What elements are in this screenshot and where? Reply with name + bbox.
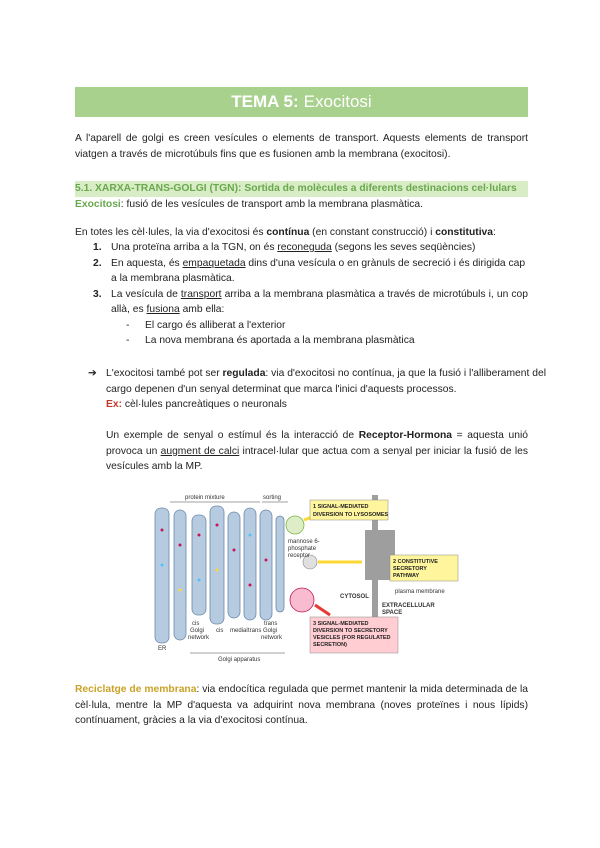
sub-list-item: - El cargo és alliberat a l'exterior xyxy=(126,319,286,331)
svg-text:plasma membrane: plasma membrane xyxy=(395,589,445,595)
title-bold: TEMA 5: xyxy=(231,92,299,112)
svg-text:phosphate: phosphate xyxy=(288,546,317,552)
title-rest: Exocitosi xyxy=(303,92,372,112)
arrow-icon: ➔ xyxy=(88,368,97,379)
signal-paragraph: Un exemple de senyal o estímul és la interacció de Receptor-Hormona = aquesta unió provoca un augment de calci intracel·lular que actua com a senyal per iniciar la fusió de les vesícules amb la MP. xyxy=(106,430,528,472)
svg-text:3 SIGNAL-MEDIATED: 3 SIGNAL-MEDIATED xyxy=(313,621,369,627)
svg-text:trans: trans xyxy=(264,621,278,627)
golgi-sorting-diagram xyxy=(150,490,480,665)
section-block xyxy=(75,181,528,212)
svg-text:2 CONSTITUTIVE: 2 CONSTITUTIVE xyxy=(393,559,438,565)
label-sorting: sorting xyxy=(263,495,282,501)
title-banner xyxy=(75,87,528,117)
svg-text:SPACE: SPACE xyxy=(382,610,403,616)
svg-text:DIVERSION TO SECRETORY: DIVERSION TO SECRETORY xyxy=(313,628,388,634)
recycling-term: Reciclatge de membrana xyxy=(75,684,197,695)
exocytosis-text: : fusió de les vesícules de transport amb la membrana plasmàtica. xyxy=(120,198,423,210)
svg-text:SECRETORY: SECRETORY xyxy=(393,566,427,572)
svg-text:ER: ER xyxy=(158,646,167,652)
svg-text:cis: cis xyxy=(216,628,224,634)
svg-text:cis: cis xyxy=(192,621,200,627)
svg-text:medial: medial xyxy=(230,628,248,634)
svg-text:VESICLES (FOR REGULATED: VESICLES (FOR REGULATED xyxy=(313,635,391,641)
lysosome-vesicle xyxy=(286,516,304,534)
regulated-paragraph: ➔ L'exocitosi també pot ser regulada: via d'exocitosi no contínua, ja que la fusió i l'alliberament del cargo depenen d'un senyal determinat que marca l'inici d'aquests processos. Ex: cèl·lules pancreàtiques o neuronals xyxy=(88,368,546,410)
svg-text:EXTRACELLULAR: EXTRACELLULAR xyxy=(382,603,435,609)
svg-text:PATHWAY: PATHWAY xyxy=(393,573,420,579)
svg-text:receptor: receptor xyxy=(288,553,311,559)
example-label: Ex: xyxy=(106,399,123,410)
svg-text:Golgi: Golgi xyxy=(190,628,205,634)
list-item: 1. Una proteïna arriba a la TGN, on és reconeguda (segons les seves seqüències) xyxy=(93,242,476,253)
exocytosis-term: Exocitosi xyxy=(75,198,121,210)
svg-text:network: network xyxy=(188,635,210,641)
label-protein-mixture: protein mixture xyxy=(185,495,225,501)
cells-paragraph: En totes les cèl·lules, la via d'exocitosi és contínua (en constant construcció) i constitutiva: xyxy=(75,227,496,238)
svg-text:trans: trans xyxy=(248,628,262,634)
section-heading: 5.1. XARXA-TRANS-GOLGI (TGN): Sortida de molècules a diferents destinacions cel·lulars xyxy=(75,181,528,197)
list-item: 2. En aquesta, és empaquetada dins d'una vesícula o en grànuls de secreció i és dirigida cap a la membrana plasmàtica. xyxy=(93,257,526,284)
svg-text:mannose 6-: mannose 6- xyxy=(288,539,320,545)
secretory-granule xyxy=(290,588,314,612)
svg-text:DIVERSION TO LYSOSOMES: DIVERSION TO LYSOSOMES xyxy=(313,512,389,518)
svg-text:Golgi apparatus: Golgi apparatus xyxy=(218,657,261,663)
svg-text:1 SIGNAL-MEDIATED: 1 SIGNAL-MEDIATED xyxy=(313,504,369,510)
exocytosis-definition xyxy=(75,197,528,213)
steps-list xyxy=(93,240,528,349)
list-item: 3. La vesícula de transport arriba a la membrana plasmàtica a través de microtúbuls i, un cop allà, es fusiona amb ella: xyxy=(93,288,528,315)
intro-paragraph: A l'aparell de golgi es creen vesícules o elements de transport. Aquests elements de transport viatgen a través de microtúbuls fins que es fusionen amb la membrana (exocitosi). xyxy=(75,133,528,160)
svg-text:network: network xyxy=(261,635,283,641)
svg-text:SECRETION): SECRETION) xyxy=(313,642,347,648)
svg-text:Golgi: Golgi xyxy=(263,628,278,634)
sub-list-item: - La nova membrana és aportada a la membrana plasmàtica xyxy=(126,335,415,346)
svg-text:CYTOSOL: CYTOSOL xyxy=(340,594,369,600)
recycling-paragraph: Reciclatge de membrana: via endocítica regulada que permet mantenir la mida determinada de la cèl·lula, mentre la MP d'aquesta va adquirint nova membrana (noves proteïnes i nous lípids) contínuament, gràcies a la via d'exocitosi contínua. xyxy=(75,684,528,726)
